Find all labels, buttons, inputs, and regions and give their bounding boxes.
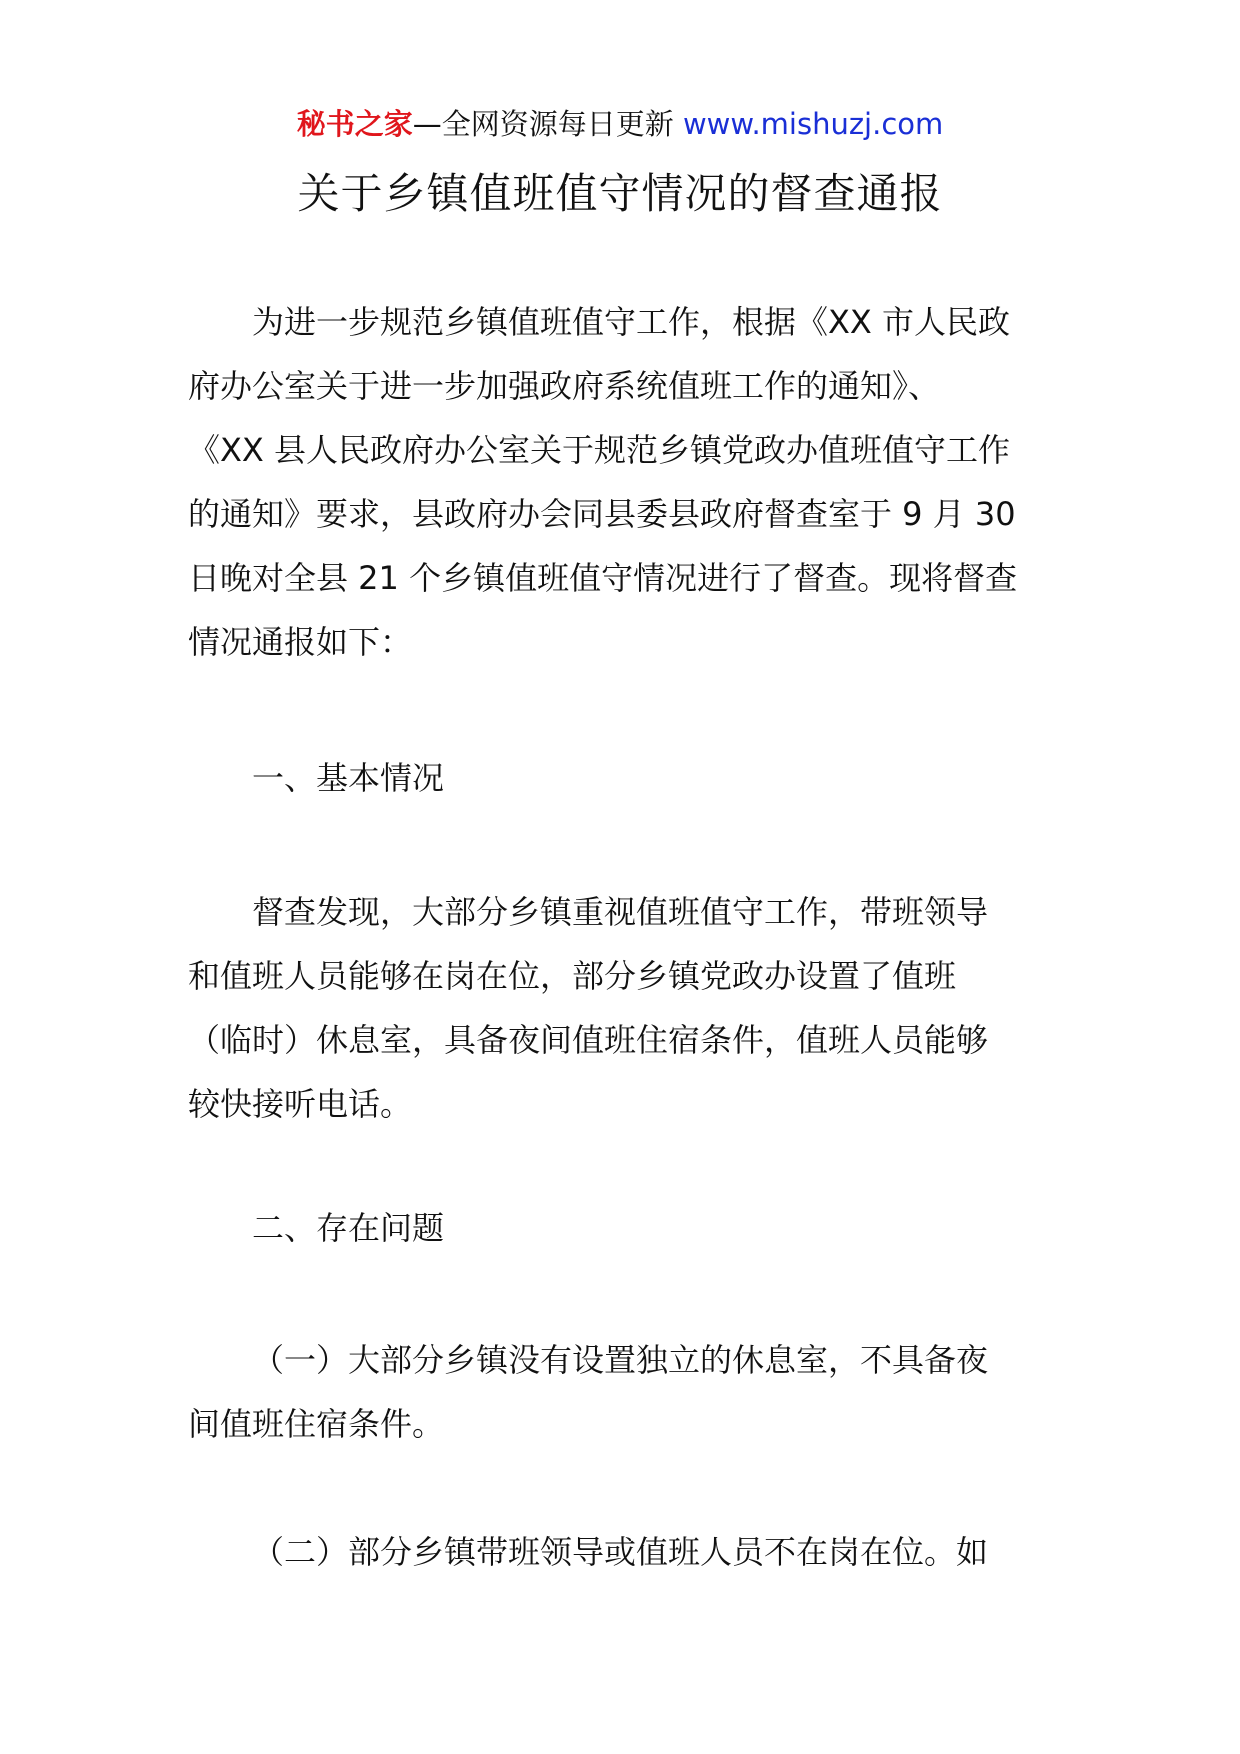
text-line: 情况通报如下： — [188, 623, 413, 661]
section-heading: 二、存在问题 — [252, 1209, 445, 1247]
text-line: 的通知》要求，县政府办会同县委县政府督查室于 9 月 30 — [188, 495, 1016, 533]
site-header — [0, 104, 1240, 144]
section-heading-basic — [188, 746, 1058, 810]
section-heading-issues — [188, 1196, 1058, 1260]
issue-paragraph-2 — [188, 1520, 1058, 1584]
text-line: 《XX 县人民政府办公室关于规范乡镇党政办值班值守工作 — [188, 431, 1011, 469]
text-line: 日晚对全县 21 个乡镇值班值守情况进行了督查。现将督查 — [188, 559, 1018, 597]
issue-paragraph-1 — [188, 1328, 1058, 1456]
text-line: 间值班住宿条件。 — [188, 1405, 445, 1443]
text-line: （一）大部分乡镇没有设置独立的休息室，不具备夜 — [252, 1341, 989, 1379]
text-line: 为进一步规范乡镇值班值守工作，根据《XX 市人民政 — [252, 303, 1011, 341]
header-tagline: —全网资源每日更新 — [412, 107, 674, 141]
text-line: 和值班人员能够在岗在位，部分乡镇党政办设置了值班 — [188, 957, 957, 995]
text-line: （二）部分乡镇带班领导或值班人员不在岗在位。如 — [252, 1533, 989, 1571]
site-url[interactable]: www.mishuzj.com — [682, 107, 944, 141]
intro-paragraph — [188, 290, 1058, 674]
text-line: 府办公室关于进一步加强政府系统值班工作的通知》、 — [188, 367, 941, 405]
basic-paragraph — [188, 880, 1058, 1136]
text-line: 督查发现，大部分乡镇重视值班值守工作，带班领导 — [252, 893, 989, 931]
section-heading: 一、基本情况 — [252, 759, 445, 797]
brand-name: 秘书之家 — [296, 107, 413, 141]
text-line: 较快接听电话。 — [188, 1085, 413, 1123]
document-title: 关于乡镇值班值守情况的督查通报 — [297, 169, 943, 218]
text-line: （临时）休息室，具备夜间值班住宿条件，值班人员能够 — [188, 1021, 989, 1059]
